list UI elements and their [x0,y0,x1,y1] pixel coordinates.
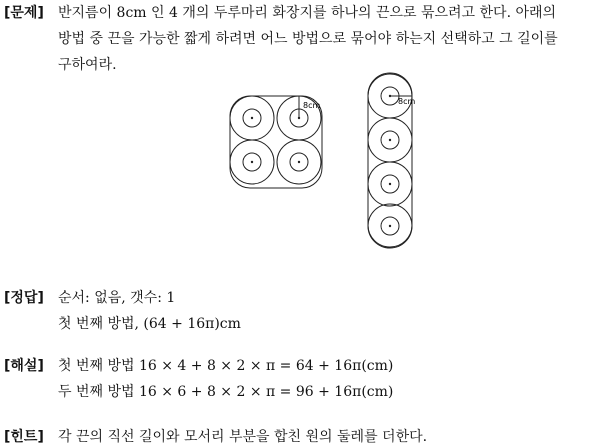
hint-tag: [힌트] [4,429,44,445]
explanation-line-2: 두 번째 방법 16 × 6 + 8 × 2 × π = 96 + 16π(cm) [58,384,394,400]
problem-line-3: 구하여라. [58,57,117,73]
answer-line-1: 순서: 없음, 갯수: 1 [58,290,176,306]
radius-label-right: 8cm [398,97,416,106]
problem-line-2: 방법 중 끈을 가능한 짧게 하려면 어느 방법으로 묶어야 하는지 선택하고 그 길이를 [58,31,558,47]
hint-line-1: 각 끈의 직선 길이와 모서리 부분을 합친 원의 둘레를 더한다. [58,429,428,445]
problem-tag: [문제] [4,5,44,21]
problem-line-1: 반지름이 8cm 인 4 개의 두루마리 화장지를 하나의 끈으로 묶으려고 한다. 아래의 [58,5,557,21]
radius-label-left: 8cm [303,101,321,110]
explanation-tag: [해설] [4,358,44,374]
answer-line-2: 첫 번째 방법, (64 + 16π)cm [58,316,241,332]
answer-tag: [정답] [4,290,44,306]
explanation-line-1: 첫 번째 방법 16 × 4 + 8 × 2 × π = 64 + 16π(cm) [58,358,394,374]
